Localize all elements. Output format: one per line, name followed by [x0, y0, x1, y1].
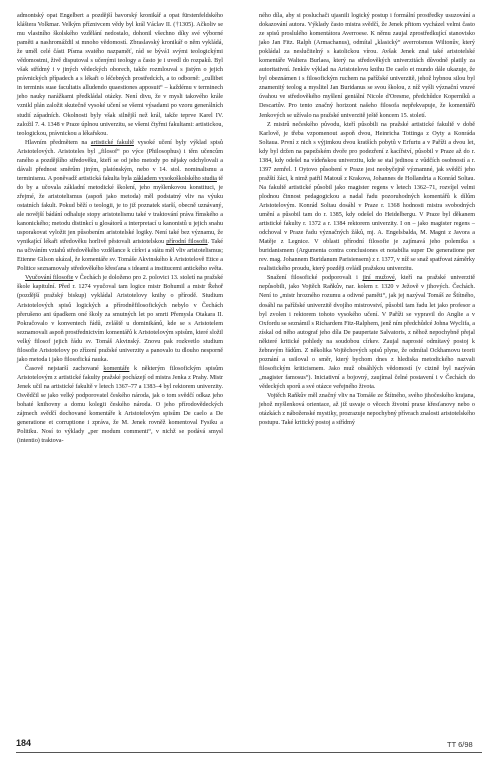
paragraph-text: Z mistrů nečeského původu, kteří působili na pražské artistické fakultě v době Karlově, je třeba vzpomenout aspoň dvou, Heinricha Tottinga z Oyty a Konráda Soltaua. První z nich s výjimkou dvou kratších pobytů v Erfurtu a v Paříži a dvou let, kdy byl držen na papežském dvoře pro podezření z kacířství, působil v Praze až do r. 1384, kdy odešel na vídeňskou univerzitu, kde se stal jedinou z vůdčích osobností a r. 1397 zemřel. I Oytovo působení v Praze jest neobyčejně významné, jak svědčí jeho pražští žáci, k nimž patřil Matouš z Krakova, Johannes de Hollandria a Konrád Soltau. Na fakultě artistické působil jako magister regens v letech 1362–71, rozvíjel velmi plodnou činnost pedagogickou a nadal řadu pozoruhodných komentářů k dílům Aristotelovým. Konrád Soltau dosáhl v Praze r. 1368 hodnosti mistra svobodných umění a působil tam do r. 1385, kdy odešel do Heidelbergu. V Praze byl děkanem artistické fakulty r. 1372 a r. 1384 rektorem univerzity. I on – jako magister regens – odchoval v Praze řadu význačných žáků, mj. A. Engelsbalda, M. Magni z Javora a Matěje z Legnice. V oblasti přírodní filosofie je zajímavá jeho polemika s buridanismem (Argumenta contra conclusiones et notabilia super De generatione per rev. mag. Johannem Buridanum Parisiensem) z r. 1377, v níž se snaž spatřovat záměrky realistického proudu, který později ovládl pražskou univerzitu. — [259, 121, 475, 273]
footer-rule — [16, 752, 482, 753]
paragraph-text: Vojtěch Raňkův měl značný vliv na Tomáše ze Štítného, svého jihočeského krajana, jehož myšlenková orientace, až již usvaje o věcech životní praxe křesťanovy nebo o otázkách z náboženské mystiky, prozrazuje nepochybný přívrach znalosti aristotelského postupu. Také kritický postoj a střídmý — [259, 392, 475, 427]
paragraph — [259, 274, 475, 392]
underlined-term: komentáře — [103, 365, 130, 372]
underlined-term: základem vysokoškolského studia — [133, 175, 217, 182]
paragraph — [259, 121, 475, 275]
underlined-term: jiní mužové — [362, 275, 395, 282]
paragraph-text: admontský opat Engelbert a pozdější bavorský kronikář a opat fürstenfeldského kláštera Volkmar. Velkým příznivcem vědy byl král Václav II. (†1305). Ačkoliv se mu vlastního školského vzdělání nedostalo, dohonil všechno díky své výborné paměti a nashromáždil si mnoho vědomostí. Zbraslavský kronikář o něm vykládá, že uměl celé části Písma svatého nazpaměť, rád se bývá1 svými teologickými vědomostmi, živě disputoval s učenými teology a často je i uvedl do rozpaků. Byl však střídmý i v jiných vědeckých oborech, takže rozmlouval s jistým o jejich právnických případech a s lékaři o léčebných prostředcích, a to odborně: „cullibet in terminis suae facultatis alludendo quaestiones apposuit“ – každému v terminech jeho nauky narážkami předkládal otázky. Není divu, že v mysli takového krále vznikl plán založit skutečně vysoké učení se všemi výsadami po vzoru generálních studií západních. Okolnosti byly však silnější než král, takže teprve Karel IV. založil 7. 4. 1348 v Praze úplnou univerzitu, se všemi čtyřmi fakultami: artistickou, teologickou, právnickou a lékařskou. — [17, 13, 223, 137]
paragraph-text: v Čechách je doloženo pro 2. polovici 13. století na pražské škole kapitulní. Před r. 1274 vyučoval tam logice mistr Bohumil a mistr Řehoř (pozdější pražský biskup) vykládal Aristotelovy knihy o přírodě. Studium Aristotelových spisů logických a přírodněfilosofických nebylo v Čechách přerušeno ani úpadkem oné školy za smutných let po smrti Přemysla Otakara II. Pokračovalo v konventech řádů, zvláště u dominikánů, kde se s Aristotelem seznamovali aspoň prostřednictvím komentářů k Aristotelovým spisům, které složil velký filosof jejich řádu sv. Tomáš Akvinský. Znovu pak rozkvetlo studium filosofie Aristotelovy po zřízení pražské univerzity a panovalo tu dlouho nesporně jako metoda i jako filosofická nauka. — [17, 275, 223, 363]
paragraph — [259, 392, 475, 428]
right-column — [259, 12, 475, 428]
underlined-term: přírodní filosofii — [166, 239, 208, 246]
paragraph-text: k některým filosofickým spisům Aristotelovým z artistické fakulty pražské pocházejí od mistra Jenka z Prahy. Mistr Jenek učil na artistické fakultě v letech 1367–77 a 1383–4 byl rektorem univerzity. Osvědčil se jako velký podporovatel českého národa, jak o tom svědčí odkaz jeho bohaté knihovny a domu kolegii českého národa. O jeho přírodovědeckých zájmech svědčí dochované komentáře k Aristotelovým spisům De caelo a De generatione et corruptione i zpráva, že M. Jenek rovněž komentoval Fysiku a Politiku. Nosí to výklady „per modum commenti“, v nichž se podává smysl (intentio) traktova- — [17, 365, 224, 445]
paragraph-text: Hlavním předmětem na — [25, 139, 91, 146]
paragraph — [17, 274, 223, 364]
paragraph-text: ného díla, aby si posluchači ujasnili logický postup i formální prostředky usuzování a dokazování autora. Výklady často mistra svědčí, že Jenek přitom vycházel velmi často ze spisů proslulého komentátora Averroese. K němu zaujal zprostředkující stanovisko jako Jan Fitz. Ralph (Armachanus), odmítal „klasický“ averroismus Wiltonův, který pokládal za neslučitelný s katolickou vírou. Avšak Jenek znal také aristotelské komentáře Walterа Burlaea, který na středověkých univerzitách důvodně platily za autoritativní. Jenkův výklad na Aristotelovu knihu De caelo et mundo dále ukazuje, že byl obeznámen i s filosofickým ruchem na pařížské univerzitě, jehož hybnou silou byl znamenitý teolog a myslitel Jan Buridanus se svou školou, z níž vyšli význační vnuvé úvahou ve středověkého myšlení geniální Nicole d'Oresme, předchůdce Koperníků a Descartův. Pro tento značný horizont našeho filosofa nepřekvapuje, že komentářů Jenkových se užívalo na pražské univerzitě ještě koncem 15. století. — [259, 13, 475, 119]
paragraph — [17, 365, 223, 446]
paragraph — [259, 12, 475, 121]
left-column — [17, 12, 223, 446]
issue-label: TT 6/98 — [447, 740, 473, 749]
paragraph-text: Snažení filosofické podporovali i — [267, 275, 363, 282]
underlined-term: artistické fakultě — [90, 139, 134, 146]
paragraph — [17, 12, 223, 139]
paragraph-text: . Také na učiváním vztahů středověkého vzdělance k církvi a státu měl vliv aristotelismus; Etienne Gilson ukázal, že komentáře sv. Tomáše Akvinského k Aristotelově Etice a Politice seznamovaly středověkého křesťana s ideami a institucemi antického světa. — [17, 239, 224, 273]
paragraph-text: vysoké učení byly výklad spisů Aristotelových. Aristoteles byl „filosof“ po výce (Philosophus) i těm učencům raného a pozdějšího středověku, kteří se od jeho metody po nějaky odchylovali a dávali přednost směrům jiným, platónským, nebo v 14. stol. nominalismu a terminismu. A poněvadž artistická fakulta byla — [17, 139, 223, 182]
paragraph-text: , kteří na pražské univerzitě nepůsobili, jako Vojtěch Raňkův, nar. kolem r. 1320 v Ježově v jihových. Čechách. Není to „mistr hrozného rozumu a odivné paměti“, jak jej nazýval Tomáš ze Štítného, dosáhl na pařížské univerzitě dvojího mistrovství, působil tam řadu let jako profesor a byl zvolen i rektorem tohoto vysokého učení. V Paříži se vypravil do Anglie a v Oxfordu se seznámil s Richardem Fitz-Ralphem, jenž ním předchůdcé Johna Wyclifa, a získal od něho autograf jeho díla De paupertate Salvatoris, z něhož nepochybně přejal některé kritické pohledy na soudobou církev. Zaujal naprosté odmítavý postoj k žebravým řádům. Z několika Vojtěchových spisů plyne, že odmítal Ockhamovu teorii poznání a usiloval o směr, který bychom dnes z hlediska metodického nazvali filosofickým kriticismem. Jako muž obsáhlých vědomostí (v cizině byl nazýván „magister famosus“). Iniciativní a bojovný, zaujímal čelné postavení i v Čechách do vědeckých sporů a své otázce veřejného života. — [259, 275, 475, 390]
page-number: 184 — [16, 738, 32, 748]
paragraph — [17, 139, 223, 275]
paragraph-text: tě do by a učovala základní metodické školení, jeho myšlenkovou konstituci, je zřejmé, že aristotelismus (aspoň jako metoda) měl podstatný vliv na výuku ostatních fakult. Pokud běží o teologii, je to již poznatek starší, obecně uznávaný, ale novější bádání odhaluje stopy aristotelismu také v traktování práva římského a kanonického; metodu distinkcí u glosátorů a interpretací u kanonistů u jejich snahu usporakovat vyložit jen působením aristotelské logiky. Není také bez významu, že vynikající lékaři středověku horlivě pěstovali aristotelskou — [17, 175, 223, 246]
paragraph-text: Časově nejstarší zachované — [25, 365, 104, 372]
underlined-term: Vyučování filosofie — [25, 275, 74, 282]
